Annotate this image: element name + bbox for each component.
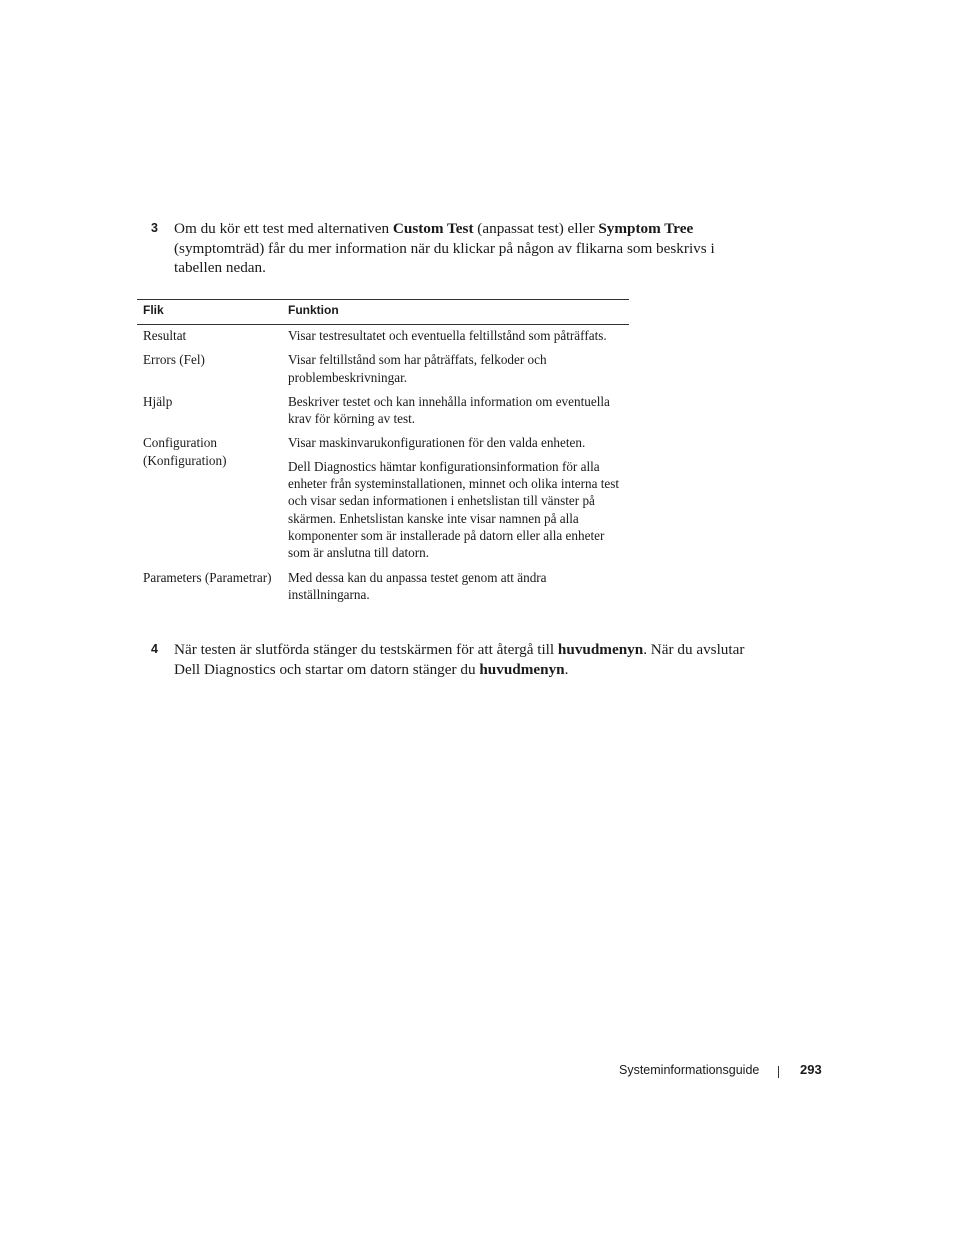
table-row	[137, 327, 629, 344]
function-text: Beskriver testet och kan innehålla information om eventuella krav för körning av test.	[288, 393, 610, 427]
table-row	[137, 434, 629, 561]
tab-function	[288, 393, 629, 428]
tab-function	[288, 351, 629, 386]
tab-name: Resultat	[143, 328, 187, 343]
header-tab: Flik	[143, 303, 164, 317]
step-number: 3	[151, 221, 158, 235]
step-text-part: . När du avslutar Dell Diagnostics och startar om datorn stänger du	[174, 641, 745, 678]
table-header	[137, 300, 629, 325]
main-menu-term: huvudmenyn	[557, 641, 644, 658]
step-text-part: Om du kör ett test med alternativen	[174, 220, 393, 237]
step-4	[151, 640, 761, 679]
main-menu-term: huvudmenyn	[479, 660, 565, 678]
function-text: Med dessa kan du anpassa testet genom att ändra inställningarna.	[288, 569, 547, 602]
function-text: Dell Diagnostics hämtar konfigurationsinformation för alla enheter från systeminstallationen, minnet och olika interna test och visar sedan informationen i enhetslistan till vänster på skärmen. Enhetslistan kanske inte visar namnen på alla komponenter som är installerade på datorn eller alla enheter som är anslutna till datorn.	[288, 458, 620, 561]
step-number: 4	[151, 642, 158, 656]
tab-name: Configuration (Konfiguration)	[143, 435, 227, 468]
step-text	[174, 640, 761, 679]
step-text-part: (anpassat test) eller	[473, 220, 599, 237]
tab-name: Hjälp	[143, 393, 173, 409]
step-text-part: .	[564, 660, 569, 678]
tab-function	[288, 434, 629, 561]
step-text-part: (symptomträd) får du mer information när du klickar på någon av flikarna som beskrivs i tabellen nedan.	[174, 239, 715, 276]
function-text: Visar feltillstånd som har påträffats, felkoder och problembeskrivningar.	[288, 352, 547, 385]
table-row	[137, 569, 629, 604]
function-text: Visar testresultatet och eventuella feltillstånd som påträffats.	[288, 328, 607, 343]
footer-title: Systeminformationsguide	[619, 1063, 760, 1077]
table-row	[137, 393, 629, 428]
tab-function-table	[137, 299, 629, 603]
footer-separator	[778, 1066, 779, 1078]
table-row	[137, 351, 629, 386]
tab-function	[288, 327, 629, 344]
option-symptom-tree: Symptom Tree	[598, 220, 694, 237]
step-3	[151, 219, 761, 278]
tab-function	[288, 569, 629, 604]
step-text-part: När testen är slutförda stänger du testskärmen för att återgå till	[174, 641, 558, 658]
step-text	[174, 219, 761, 278]
header-function: Funktion	[288, 303, 339, 317]
option-custom-test: Custom Test	[392, 220, 474, 237]
page-number: 293	[800, 1062, 822, 1077]
function-text: Visar maskinvarukonfigurationen för den valda enheten.	[288, 435, 586, 451]
tab-name: Errors (Fel)	[143, 352, 205, 368]
tab-name: Parameters (Parametrar)	[143, 569, 272, 585]
